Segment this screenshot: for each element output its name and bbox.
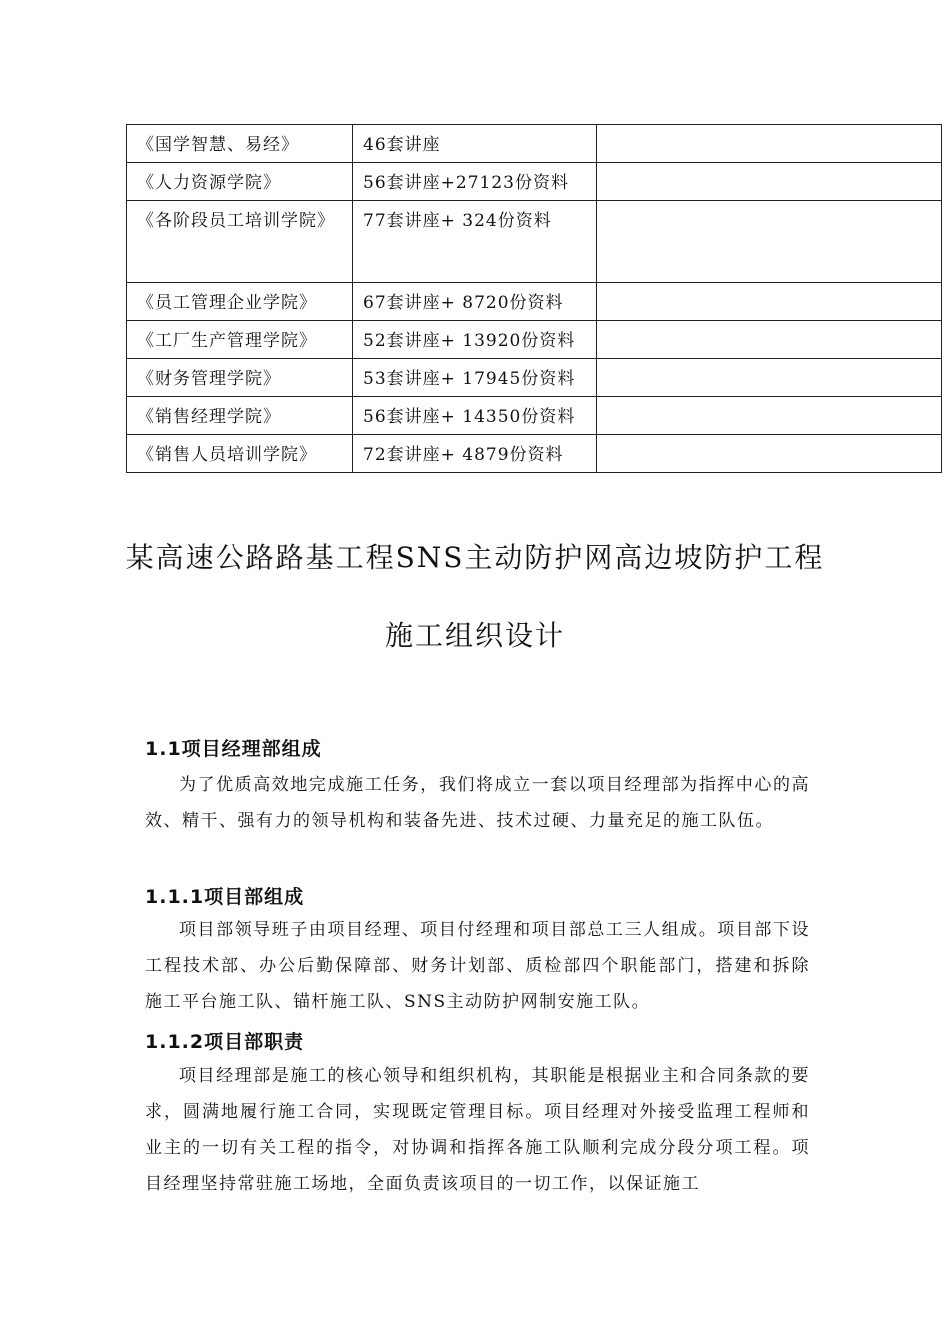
course-content-cell: 56套讲座+27123份资料 [353, 163, 597, 201]
course-name-cell: 《工厂生产管理学院》 [127, 321, 353, 359]
table-row [127, 125, 942, 163]
course-content-cell: 53套讲座+ 17945份资料 [353, 359, 597, 397]
course-note-cell [597, 435, 942, 473]
course-name-cell: 《各阶段员工培训学院》 [127, 201, 353, 283]
course-content-cell: 72套讲座+ 4879份资料 [353, 435, 597, 473]
course-content-cell: 67套讲座+ 8720份资料 [353, 283, 597, 321]
course-table [126, 124, 942, 473]
section-heading-1-1: 1.1项目经理部组成 [145, 738, 322, 760]
table-row [127, 435, 942, 473]
course-note-cell [597, 283, 942, 321]
table-row [127, 163, 942, 201]
table-row [127, 283, 942, 321]
course-name-cell: 《财务管理学院》 [127, 359, 353, 397]
section-heading-1-1-1: 1.1.1项目部组成 [145, 886, 305, 908]
course-note-cell [597, 163, 942, 201]
course-note-cell [597, 397, 942, 435]
document-title-line-1: 某高速公路路基工程SNS主动防护网高边坡防护工程 [125, 541, 825, 574]
course-name-cell: 《销售经理学院》 [127, 397, 353, 435]
table-row [127, 321, 942, 359]
section-body-1-1: 为了优质高效地完成施工任务，我们将成立一套以项目经理部为指挥中心的高效、精干、强有力的领导机构和装备先进、技术过硬、力量充足的施工队伍。 [145, 775, 810, 831]
table-row [127, 201, 942, 283]
course-content-cell: 46套讲座 [353, 125, 597, 163]
course-content-cell: 77套讲座+ 324份资料 [353, 201, 597, 283]
section-body-1-1-1: 项目部领导班子由项目经理、项目付经理和项目部总工三人组成。项目部下设工程技术部、办公后勤保障部、财务计划部、质检部四个职能部门，搭建和拆除施工平台施工队、锚杆施工队、SNS主动防护网制安施工队。 [145, 920, 810, 1012]
document-title-line-2: 施工组织设计 [384, 619, 565, 652]
course-note-cell [597, 321, 942, 359]
course-note-cell [597, 125, 942, 163]
course-name-cell: 《销售人员培训学院》 [127, 435, 353, 473]
course-content-cell: 56套讲座+ 14350份资料 [353, 397, 597, 435]
section-body-1-1-2: 项目经理部是施工的核心领导和组织机构，其职能是根据业主和合同条款的要求，圆满地履行施工合同，实现既定管理目标。项目经理对外接受监理工程师和业主的一切有关工程的指令，对协调和指挥各施工队顺利完成分段分项工程。项目经理坚持常驻施工场地，全面负责该项目的一切工作，以保证施工 [145, 1066, 810, 1194]
table-row [127, 397, 942, 435]
course-name-cell: 《国学智慧、易经》 [127, 125, 353, 163]
course-content-cell: 52套讲座+ 13920份资料 [353, 321, 597, 359]
course-note-cell [597, 201, 942, 283]
course-name-cell: 《人力资源学院》 [127, 163, 353, 201]
table-row [127, 359, 942, 397]
course-name-cell: 《员工管理企业学院》 [127, 283, 353, 321]
section-heading-1-1-2: 1.1.2项目部职责 [145, 1031, 305, 1053]
course-note-cell [597, 359, 942, 397]
